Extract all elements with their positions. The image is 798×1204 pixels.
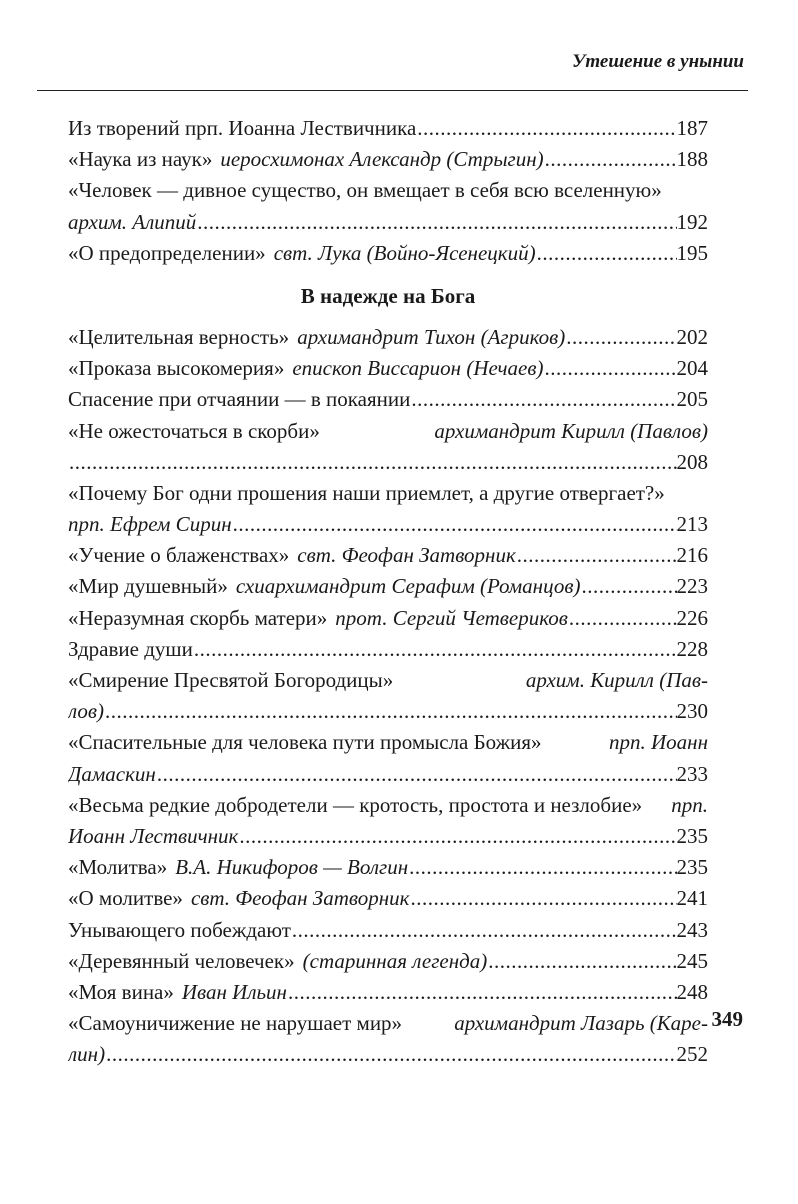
toc-entry [68,634,708,665]
dot-leader [157,759,677,790]
toc-entry [68,353,708,384]
entry-author: иеросхимонах Александр (Стрыгин) [220,147,544,172]
entry-author: архим. Кирилл (Пав- [525,668,708,692]
entry-page: 228 [676,636,708,661]
entry-page: 235 [676,823,708,848]
entry-title: «Неразумная скорбь матери» [68,605,328,630]
dot-leader [537,238,677,269]
entry-page: 241 [676,886,708,911]
entry-author: прп. Ефрем Сирин [68,512,232,537]
dot-leader [239,821,676,852]
dot-leader [288,977,677,1008]
entry-author: свт. Феофан Затворник [190,886,410,911]
toc-entry [68,696,708,727]
toc-entries-before [68,113,708,269]
entry-page: 226 [676,605,708,630]
entry-title: Унывающего побеждают [68,917,291,942]
toc-entry [68,821,708,852]
entry-title: «Спасительные для человека пути промысла Божия» [68,730,542,755]
entry-author: лов) [68,699,105,724]
running-head: Утешение в унынии [572,51,744,72]
header-rule [37,90,748,91]
dot-leader [581,571,676,602]
entry-title: Из творений прп. Иоанна Лествичника [68,116,417,140]
entry-title: «Проказа высокомерия» [68,356,285,381]
dot-leader [566,322,676,353]
toc-entry [68,416,708,447]
entry-title: «Целительная верность» [68,324,290,349]
toc-entry [68,946,708,977]
toc-entry [68,384,708,415]
dot-leader [105,696,676,727]
entry-title: «Молитва» [68,855,168,880]
toc-entry [68,207,708,238]
dot-leader [410,883,676,914]
toc-entry [68,790,708,821]
toc-entry [68,665,708,696]
entry-page: 195 [676,240,708,265]
entry-author: свт. Феофан Затворник [297,543,516,568]
entry-page: 245 [676,948,708,973]
entry-page: 230 [676,699,708,724]
toc-entries-after [68,322,708,1071]
dot-leader [69,447,677,478]
entry-title: «Весьма редкие добродетели — кротость, простота и незлобие» [68,792,643,817]
toc-entry [68,447,708,478]
entry-page: 223 [676,574,708,599]
entry-author: В.А. Никифоров — Волгин [175,855,409,880]
toc-entry [68,852,708,883]
entry-title: «Человек — дивное существо, он вмещает в себя всю вселенную» [68,178,662,203]
entry-page: 213 [676,512,708,537]
entry-page: 187 [676,116,708,140]
dot-leader [409,852,676,883]
entry-author: Иоанн Лествичник [68,823,239,848]
entry-page: 216 [676,543,708,568]
dot-leader [569,603,677,634]
entry-author: епископ Виссарион (Нечаев) [292,356,544,381]
entry-author: архимандрит Кирилл (Павлов) [434,418,708,443]
toc-entry [68,883,708,914]
entry-page: 248 [676,979,708,1004]
dot-leader [545,144,677,175]
dot-leader [411,384,676,415]
entry-author: свт. Лука (Войно-Ясенецкий) [273,240,536,265]
entry-title: «Смирение Пресвятой Богородицы» [68,668,394,692]
entry-page: 235 [676,855,708,880]
entry-author: прот. Сергий Четвериков [335,605,568,630]
dot-leader [292,915,677,946]
dot-leader [106,1039,676,1070]
page-number: 349 [711,1007,743,1031]
entry-title: «Деревянный человечек» [68,948,295,973]
dot-leader [545,353,677,384]
toc-entry [68,977,708,1008]
toc-entry [68,540,708,571]
toc-entry [68,175,708,206]
toc-entry [68,509,708,540]
entry-title: «Учение о блаженствах» [68,543,290,568]
entry-title: «Почему Бог одни прошения наши приемлет, а другие отвергает?» [68,480,665,505]
entry-title: «Наука из наук» [68,147,213,172]
entry-author: прп. Иоанн [608,730,708,755]
entry-title: «Не ожесточаться в скорби» [68,418,320,443]
entry-author: Иван Ильин [181,979,287,1004]
entry-page: 252 [676,1042,708,1067]
dot-leader [417,113,676,144]
toc-entry [68,478,708,509]
dot-leader [517,540,677,571]
toc-entry [68,322,708,353]
entry-author: Дамаскин [68,761,156,786]
toc-entry [68,603,708,634]
entry-page: 243 [676,917,708,942]
dot-leader [197,207,676,238]
entry-title: «Самоуничижение не нарушает мир» [68,1011,403,1036]
dot-leader [233,509,677,540]
toc-entry [68,571,708,602]
entry-page: 208 [676,449,708,474]
entry-page: 205 [676,387,708,412]
entry-page: 188 [676,147,708,172]
section-heading: В надежде на Бога [300,283,476,308]
entry-page: 233 [676,761,708,786]
entry-page: 202 [676,324,708,349]
toc-entry [68,915,708,946]
entry-title: «О молитве» [68,886,183,911]
entry-page: 204 [676,356,708,381]
toc-entry [68,759,708,790]
toc-entry [68,727,708,758]
entry-title: «Мир душевный» [68,574,228,599]
toc-entry [68,113,708,144]
toc-entry [68,238,708,269]
entry-title: Здравие души [68,636,193,661]
entry-title: Спасение при отчаянии — в покаянии [68,387,411,412]
table-of-contents [68,113,708,1070]
entry-author: прп. [671,792,708,817]
dot-leader [488,946,676,977]
entry-author: схиархимандрит Серафим (Романцов) [235,574,581,599]
entry-author: лин) [68,1042,106,1067]
entry-author: (старинная легенда) [302,948,488,973]
dot-leader [194,634,677,665]
entry-title: «О предопределении» [68,240,266,265]
entry-page: 192 [676,209,708,234]
entry-title: «Моя вина» [68,979,174,1004]
entry-author: архимандрит Тихон (Агриков) [297,324,566,349]
entry-author: архим. Алипий [68,209,197,234]
toc-entry [68,1039,708,1070]
entry-author: архимандрит Лазарь (Каре- [454,1011,708,1036]
toc-entry [68,144,708,175]
toc-entry [68,1008,708,1039]
